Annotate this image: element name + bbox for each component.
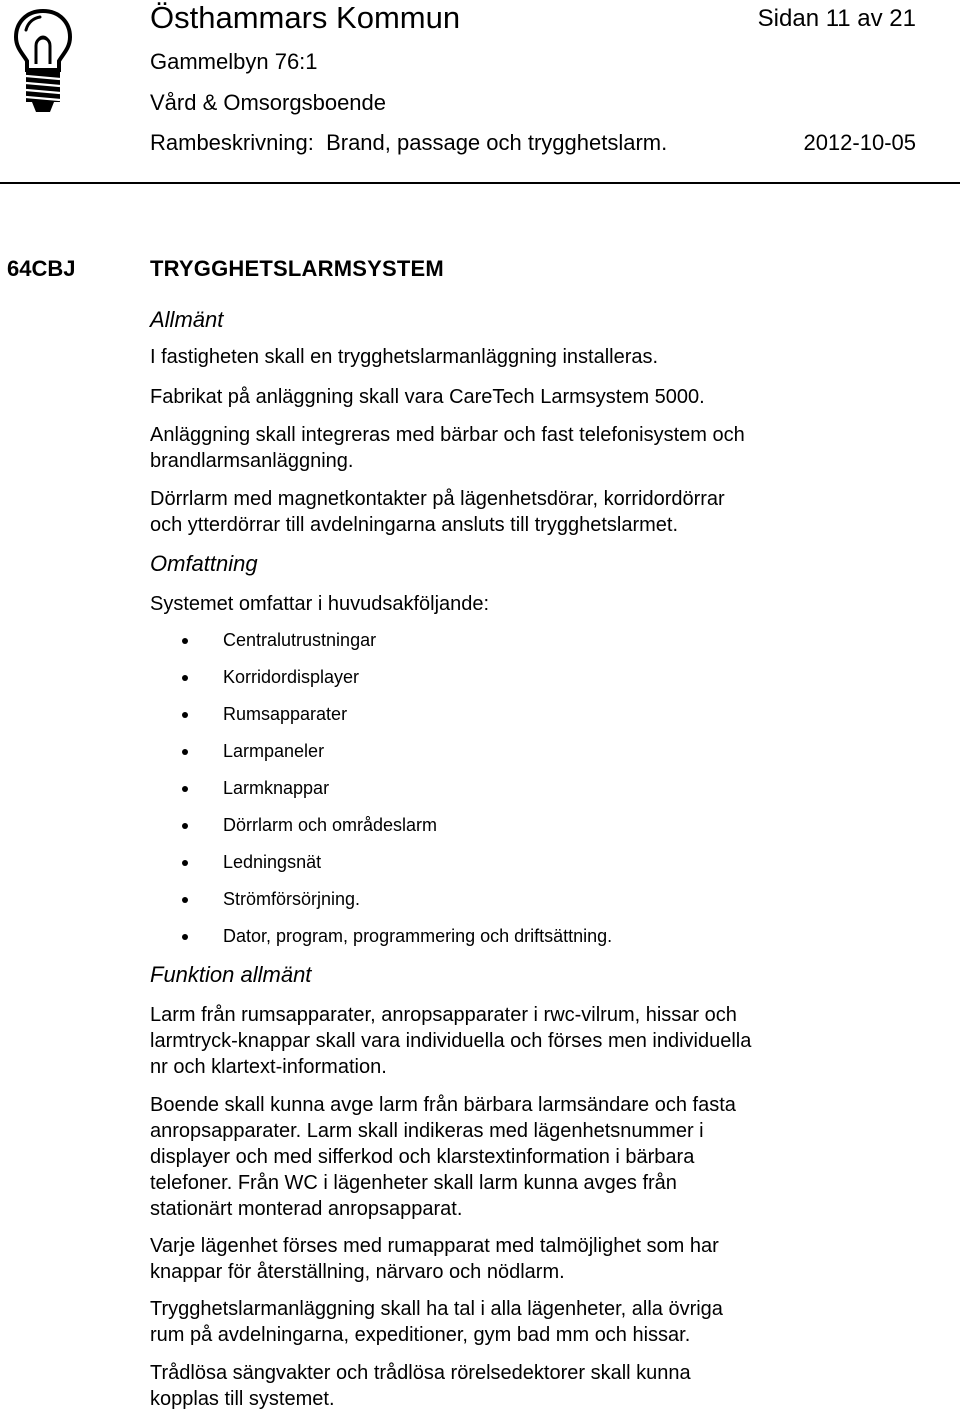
heading-omfattning: Omfattning: [150, 551, 258, 576]
paragraph-funktion-3: Varje lägenhet förses med rumapparat med talmöjlighet som har knappar för återställning, närvaro och nödlarm.: [150, 1235, 719, 1283]
list-item: Centralutrustningar: [150, 627, 612, 664]
paragraph-funktion-2: Boende skall kunna avge larm från bärbara larmsändare och fasta anropsapparater. Larm skall indikeras med lägenhetsnummer i displayer och med sifferkod och klarstextinformation i bärbara telefoner. Från WC i lägenheter skall larm kunna avges från stationärt monterad anropsapparat.: [150, 1094, 736, 1220]
list-item: Ledningsnät: [150, 849, 612, 886]
heading-funktion: Funktion allmänt: [150, 962, 312, 987]
scope-list: [150, 627, 612, 960]
bullet-icon: [182, 823, 188, 829]
paragraph-fabrikat: Fabrikat på anläggning skall vara CareTech Larmsystem 5000.: [150, 386, 705, 408]
paragraph-installation: I fastigheten skall en trygghetslarmanläggning installeras.: [150, 346, 659, 368]
section-title: TRYGGHETSLARMSYSTEM: [150, 256, 444, 281]
paragraph-funktion-4: Trygghetslarmanläggning skall ha tal i alla lägenheter, alla övriga rum på avdelningarna, expeditioner, gym bad mm och hissar.: [150, 1298, 723, 1346]
company-name: Östhammars Kommun: [150, 0, 461, 35]
heading-allmant: Allmänt: [150, 307, 224, 332]
bullet-icon: [182, 749, 188, 755]
bullet-icon: [182, 712, 188, 718]
paragraph-integration: Anläggning skall integreras med bärbar och fast telefonisystem och brandlarmsanläggning.: [150, 424, 745, 472]
property-designation: Gammelbyn 76:1: [150, 49, 318, 74]
section-code: 64CBJ: [7, 256, 76, 281]
list-item: Rumsapparater: [150, 701, 612, 738]
facility-name: Vård & Omsorgsboende: [150, 90, 387, 115]
bullet-icon: [182, 934, 188, 940]
list-item: Strömförsörjning.: [150, 886, 612, 923]
paragraph-dorrlarm: Dörrlarm med magnetkontakter på lägenhetsdörar, korridordörrar och ytterdörrar till avdelningarna ansluts till trygghetslarmet.: [150, 488, 725, 536]
bullet-icon: [182, 675, 188, 681]
document-description: Rambeskrivning: Brand, passage och trygghetslarm.: [150, 130, 668, 155]
bullet-icon: [182, 860, 188, 866]
paragraph-omfattning-intro: Systemet omfattar i huvudsakföljande:: [150, 593, 490, 615]
list-item: Larmknappar: [150, 775, 612, 812]
page-number: Sidan 11 av 21: [757, 5, 916, 32]
list-item: Dörrlarm och områdeslarm: [150, 812, 612, 849]
list-item: Dator, program, programmering och driftsättning.: [150, 923, 612, 960]
list-item: Korridordisplayer: [150, 664, 612, 701]
header-divider: [0, 182, 960, 184]
bullet-icon: [182, 786, 188, 792]
bullet-icon: [182, 638, 188, 644]
bullet-icon: [182, 897, 188, 903]
list-item: Larmpaneler: [150, 738, 612, 775]
paragraph-funktion-5: Trådlösa sängvakter och trådlösa rörelsedektorer skall kunna kopplas till systemet.: [150, 1362, 691, 1410]
paragraph-funktion-1: Larm från rumsapparater, anropsapparater i rwc-vilrum, hissar och larmtryck-knappar skall vara individuella och förses men individuella nr och klartext-information.: [150, 1004, 752, 1078]
document-date: 2012-10-05: [803, 130, 916, 155]
lightbulb-logo-icon: [12, 8, 74, 114]
